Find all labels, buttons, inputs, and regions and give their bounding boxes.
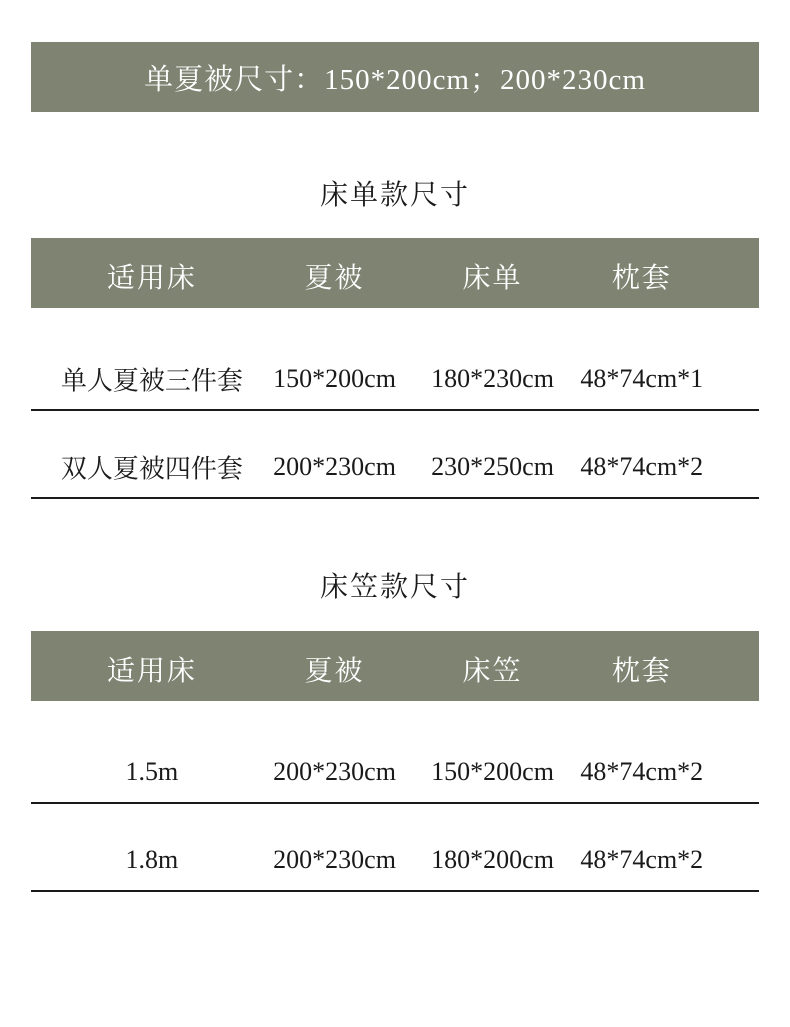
column-header-bed-type: 适用床	[106, 655, 197, 687]
table-cell: 1.8m	[125, 844, 179, 874]
column-header-bedsheet: 床单	[462, 262, 523, 294]
section-title-fitted-sheet: 床笠款尺寸	[319, 572, 470, 603]
fitted-sheet-size-table	[31, 631, 759, 892]
column-header-summer-quilt: 夏被	[304, 262, 365, 294]
section-title-bedsheet: 床单款尺寸	[319, 180, 470, 211]
column-header-summer-quilt: 夏被	[304, 655, 365, 687]
column-header-bed-type: 适用床	[106, 262, 197, 294]
table-row	[31, 701, 759, 804]
table-cell: 双人夏被四件套	[60, 454, 243, 484]
table-cell: 230*250cm	[431, 451, 554, 481]
table-cell: 单人夏被三件套	[60, 366, 243, 396]
column-header-pillowcase: 枕套	[611, 262, 672, 294]
table-cell: 48*74cm*2	[580, 756, 704, 786]
table-row	[31, 804, 759, 892]
table-cell: 200*230cm	[273, 451, 396, 481]
table-cell: 1.5m	[125, 756, 179, 786]
table-cell: 200*230cm	[273, 756, 396, 786]
table-cell: 48*74cm*2	[580, 451, 704, 481]
table-cell: 48*74cm*1	[580, 363, 704, 393]
table-cell: 180*200cm	[431, 844, 554, 874]
bedsheet-size-table	[31, 238, 759, 499]
table-row	[31, 308, 759, 411]
table-cell: 200*230cm	[273, 844, 396, 874]
column-header-pillowcase: 枕套	[611, 655, 672, 687]
table-row	[31, 411, 759, 499]
table-cell: 150*200cm	[431, 756, 554, 786]
table-cell: 180*230cm	[431, 363, 554, 393]
table-header-row	[31, 238, 759, 308]
column-header-fitted-sheet: 床笠	[462, 655, 523, 687]
table-cell: 150*200cm	[273, 363, 396, 393]
top-size-banner	[31, 42, 759, 112]
table-header-row	[31, 631, 759, 701]
table-cell: 48*74cm*2	[580, 844, 704, 874]
banner-text: 单夏被尺寸：150*200cm；200*230cm	[144, 63, 646, 96]
